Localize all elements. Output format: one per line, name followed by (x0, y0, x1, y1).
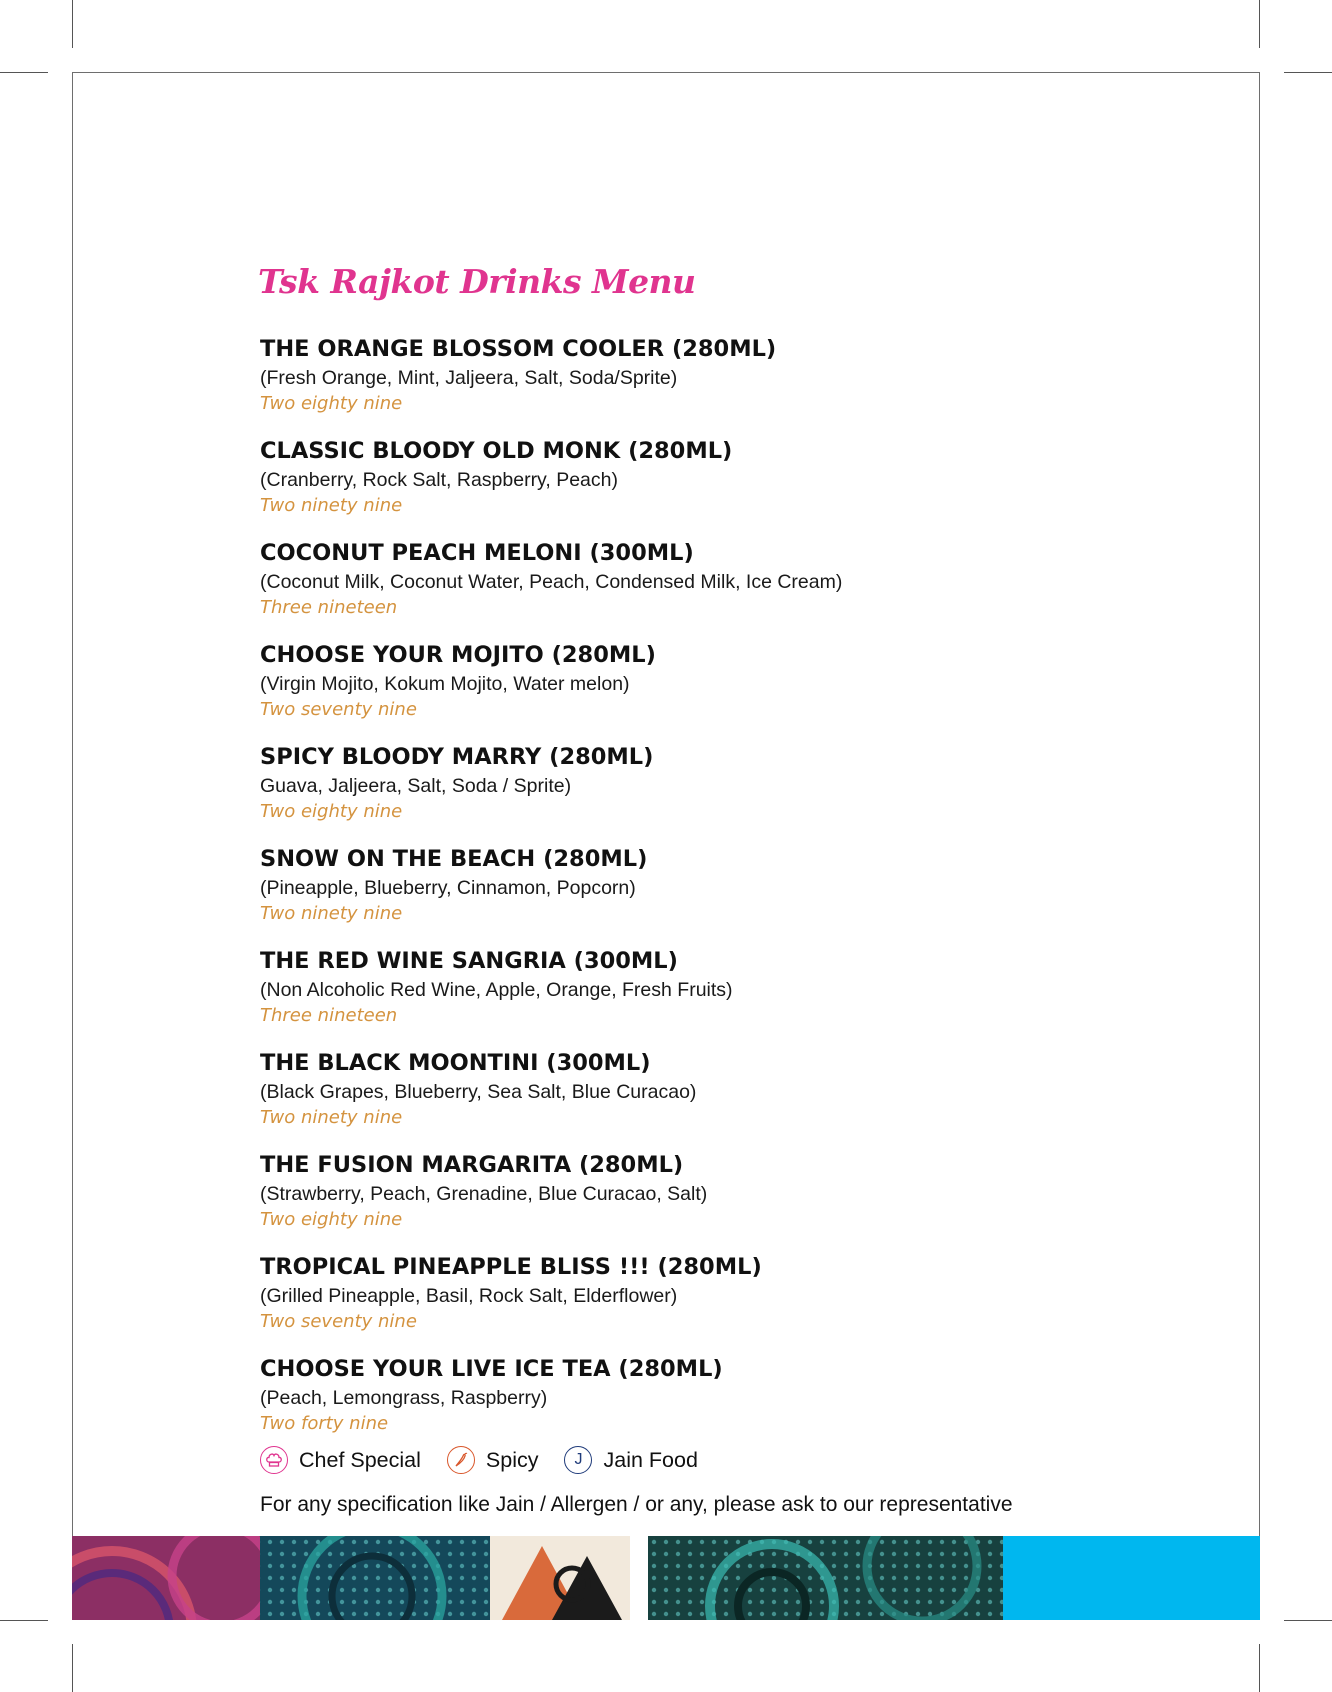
item-description: (Peach, Lemongrass, Raspberry) (260, 1387, 548, 1409)
item-price: Three nineteen (260, 1005, 398, 1026)
legend-spicy (447, 1446, 539, 1474)
item-price: Two seventy nine (260, 699, 417, 720)
crop-mark (1259, 1644, 1260, 1692)
menu-item (260, 1150, 1160, 1252)
item-name: TROPICAL PINEAPPLE BLISS !!! (280ML) (260, 1254, 762, 1280)
chili-icon (447, 1446, 475, 1474)
menu-item (260, 844, 1160, 946)
crop-mark (1259, 0, 1260, 48)
crop-mark (72, 0, 73, 48)
crop-mark (1284, 72, 1332, 73)
jain-icon: J (564, 1446, 592, 1474)
decorative-pattern-band (72, 1536, 1260, 1620)
crop-mark (72, 1644, 73, 1692)
item-description: Guava, Jaljeera, Salt, Soda / Sprite) (260, 775, 572, 797)
item-name: SPICY BLOODY MARRY (280ML) (260, 744, 654, 770)
item-description: (Strawberry, Peach, Grenadine, Blue Curacao, Salt) (260, 1183, 708, 1205)
item-name: THE RED WINE SANGRIA (300ML) (260, 948, 678, 974)
menu-item (260, 946, 1160, 1048)
item-price: Two forty nine (260, 1413, 389, 1434)
item-description: (Virgin Mojito, Kokum Mojito, Water melon) (260, 673, 630, 695)
item-price: Two eighty nine (260, 801, 403, 822)
item-description: (Coconut Milk, Coconut Water, Peach, Condensed Milk, Ice Cream) (260, 571, 843, 593)
item-price: Two eighty nine (260, 393, 403, 414)
menu-item (260, 742, 1160, 844)
crop-mark (0, 1620, 48, 1621)
item-description: (Non Alcoholic Red Wine, Apple, Orange, Fresh Fruits) (260, 979, 733, 1001)
crop-mark (0, 72, 48, 73)
item-price: Two ninety nine (260, 1107, 403, 1128)
menu-item (260, 1354, 1160, 1456)
legend-jain (564, 1446, 697, 1474)
item-description: (Fresh Orange, Mint, Jaljeera, Salt, Soda/Sprite) (260, 367, 678, 389)
menu-item (260, 1252, 1160, 1354)
item-description: (Black Grapes, Blueberry, Sea Salt, Blue Curacao) (260, 1081, 697, 1103)
item-price: Two seventy nine (260, 1311, 417, 1332)
item-price: Two ninety nine (260, 903, 403, 924)
item-description: (Cranberry, Rock Salt, Raspberry, Peach) (260, 469, 618, 491)
drinks-list (260, 334, 1160, 1456)
menu-item (260, 640, 1160, 742)
mandala-pattern-image (72, 1536, 1260, 1620)
item-name: THE FUSION MARGARITA (280ML) (260, 1152, 684, 1178)
footer-note: For any specification like Jain / Allergen / or any, please ask to our representative (260, 1493, 1013, 1516)
item-price: Two ninety nine (260, 495, 403, 516)
item-price: Three nineteen (260, 597, 398, 618)
chef-hat-icon (260, 1446, 288, 1474)
item-name: THE ORANGE BLOSSOM COOLER (280ML) (260, 336, 777, 362)
legend (260, 1446, 724, 1474)
item-name: THE BLACK MOONTINI (300ML) (260, 1050, 651, 1076)
legend-chef-special (260, 1446, 421, 1474)
item-name: CLASSIC BLOODY OLD MONK (280ML) (260, 438, 733, 464)
menu-item (260, 1048, 1160, 1150)
item-name: SNOW ON THE BEACH (280ML) (260, 846, 648, 872)
menu-item (260, 436, 1160, 538)
item-name: CHOOSE YOUR MOJITO (280ML) (260, 642, 656, 668)
item-price: Two eighty nine (260, 1209, 403, 1230)
item-description: (Pineapple, Blueberry, Cinnamon, Popcorn) (260, 877, 636, 899)
item-name: COCONUT PEACH MELONI (300ML) (260, 540, 694, 566)
legend-label: Chef Special (299, 1447, 421, 1472)
legend-label: Jain Food (603, 1447, 698, 1472)
item-description: (Grilled Pineapple, Basil, Rock Salt, Elderflower) (260, 1285, 678, 1307)
menu-title: Tsk Rajkot Drinks Menu (258, 262, 696, 301)
legend-label: Spicy (485, 1447, 539, 1472)
item-name: CHOOSE YOUR LIVE ICE TEA (280ML) (260, 1356, 723, 1382)
menu-item (260, 538, 1160, 640)
menu-item (260, 334, 1160, 436)
crop-mark (1284, 1620, 1332, 1621)
